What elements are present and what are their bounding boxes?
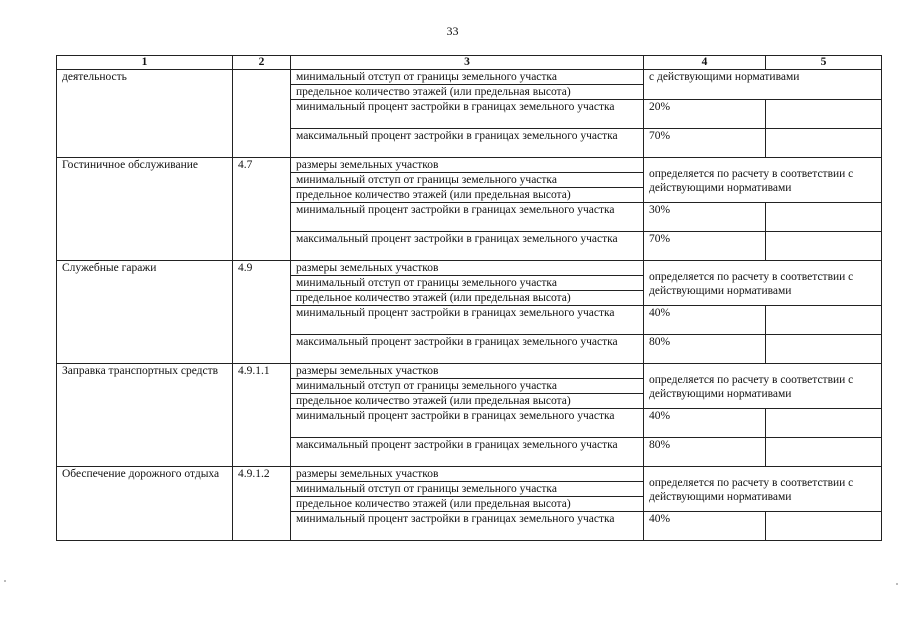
calc-text: определяется по расчету в соответствии с действующими нормативами: [649, 374, 854, 400]
max-percent-value: 80%: [644, 438, 766, 467]
calc-text: определяется по расчету в соответствии с действующими нормативами: [649, 477, 854, 503]
table-row: [57, 158, 882, 173]
param-cell: минимальный процент застройки в границах земельного участка: [291, 203, 644, 232]
use-code: 4.9: [233, 261, 291, 364]
param-cell: минимальный процент застройки в границах земельного участка: [291, 512, 644, 541]
table-row: [57, 467, 882, 482]
calc-value: с действующими нормативами: [644, 70, 882, 100]
param-cell: максимальный процент застройки в границах земельного участка: [291, 438, 644, 467]
scan-dot: [4, 580, 6, 582]
min-percent-value: 20%: [644, 100, 766, 129]
page-number: 33: [446, 24, 459, 38]
min-percent-value: 40%: [644, 409, 766, 438]
param-cell: минимальный процент застройки в границах земельного участка: [291, 409, 644, 438]
header-col-5: 5: [766, 56, 882, 70]
param-cell: минимальный отступ от границы земельного участка: [291, 70, 644, 85]
empty-cell: [766, 438, 882, 467]
use-name: Заправка транспортных средств: [57, 364, 233, 467]
calc-text: определяется по расчету в соответствии с действующими нормативами: [649, 168, 854, 194]
empty-cell: [766, 335, 882, 364]
min-percent-value: 40%: [644, 306, 766, 335]
param-cell: минимальный процент застройки в границах земельного участка: [291, 100, 644, 129]
param-cell: максимальный процент застройки в границах земельного участка: [291, 129, 644, 158]
calc-value: [644, 364, 882, 409]
empty-cell: [766, 512, 882, 541]
param-cell: минимальный отступ от границы земельного участка: [291, 173, 644, 188]
scan-dot: [896, 583, 898, 585]
param-cell: размеры земельных участков: [291, 261, 644, 276]
empty-cell: [766, 409, 882, 438]
max-percent-value: 80%: [644, 335, 766, 364]
empty-cell: [766, 129, 882, 158]
use-name: Служебные гаражи: [57, 261, 233, 364]
empty-cell: [766, 232, 882, 261]
calc-text: определяется по расчету в соответствии с действующими нормативами: [649, 271, 854, 297]
header-col-3: 3: [291, 56, 644, 70]
use-code: [233, 70, 291, 158]
regulations-table: [56, 55, 882, 541]
use-code: 4.9.1.1: [233, 364, 291, 467]
param-cell: размеры земельных участков: [291, 467, 644, 482]
empty-cell: [766, 100, 882, 129]
param-cell: максимальный процент застройки в границах земельного участка: [291, 335, 644, 364]
param-cell: предельное количество этажей (или предельная высота): [291, 85, 644, 100]
table-row: [57, 261, 882, 276]
min-percent-value: 30%: [644, 203, 766, 232]
param-cell: минимальный процент застройки в границах земельного участка: [291, 306, 644, 335]
calc-value: [644, 467, 882, 512]
empty-cell: [766, 306, 882, 335]
header-col-4: 4: [644, 56, 766, 70]
use-code: 4.9.1.2: [233, 467, 291, 541]
max-percent-value: 70%: [644, 232, 766, 261]
max-percent-value: 70%: [644, 129, 766, 158]
param-cell: максимальный процент застройки в границах земельного участка: [291, 232, 644, 261]
min-percent-value: 40%: [644, 512, 766, 541]
param-cell: размеры земельных участков: [291, 364, 644, 379]
param-cell: минимальный отступ от границы земельного участка: [291, 482, 644, 497]
param-cell: размеры земельных участков: [291, 158, 644, 173]
use-name: Гостиничное обслуживание: [57, 158, 233, 261]
header-col-2: 2: [233, 56, 291, 70]
use-name: Обеспечение дорожного отдыха: [57, 467, 233, 541]
param-cell: предельное количество этажей (или предельная высота): [291, 291, 644, 306]
use-name: деятельность: [57, 70, 233, 158]
header-row: [57, 56, 882, 70]
param-cell: минимальный отступ от границы земельного участка: [291, 276, 644, 291]
param-cell: минимальный отступ от границы земельного участка: [291, 379, 644, 394]
param-cell: предельное количество этажей (или предельная высота): [291, 497, 644, 512]
empty-cell: [766, 203, 882, 232]
param-cell: предельное количество этажей (или предельная высота): [291, 394, 644, 409]
param-cell: предельное количество этажей (или предельная высота): [291, 188, 644, 203]
use-code: 4.7: [233, 158, 291, 261]
calc-value: [644, 261, 882, 306]
table-row: [57, 364, 882, 379]
header-col-1: 1: [57, 56, 233, 70]
table-row: [57, 70, 882, 85]
calc-value: [644, 158, 882, 203]
